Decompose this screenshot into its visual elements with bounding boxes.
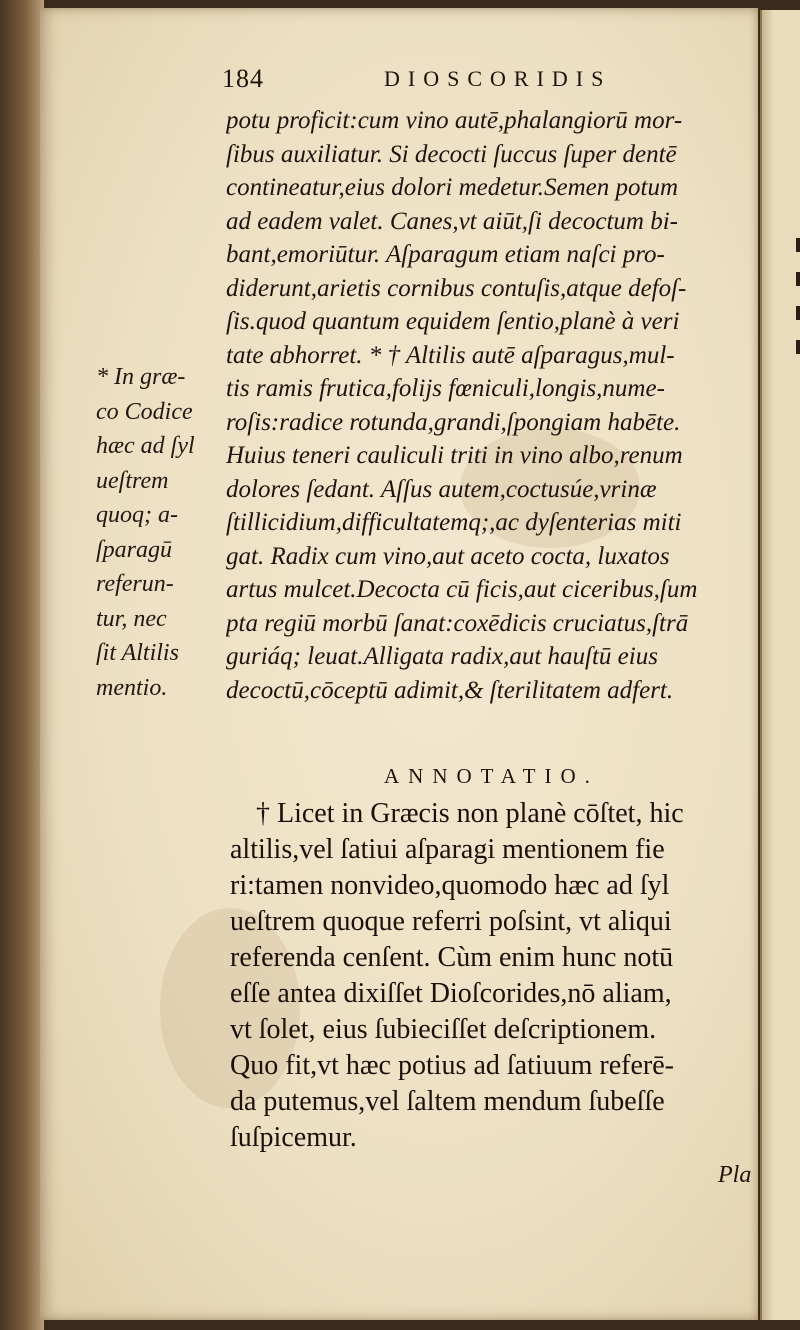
main-text-block [226,104,756,707]
marginal-line: co Codice [96,398,193,425]
text-line: dolores ſedant. Aſſus autem,coctusúe,vrinæ [226,475,657,503]
annotation-line: ri:tamen nonvideo,quomodo hæc ad ſyl [230,870,670,901]
marginal-line: quoq; a- [96,502,178,528]
text-line: tate abhorret. * † Altilis autē aſparagus,mul- [226,341,675,369]
annotation-line: altilis,vel ſatiui aſparagi mentionem fie [230,834,665,865]
marginal-line: ſparagū [96,536,173,563]
text-line: pta regiū morbū ſanat:coxēdicis cruciatus,ſtrā [226,609,689,637]
text-line: potu proficit:cum vino autē,phalangiorū mor- [226,107,683,134]
annotation-line: ueſtrem quoque referri poſsint, vt aliqui [230,906,672,937]
annotation-line: Quo fit,vt hæc potius ad ſatiuum referē- [230,1050,674,1081]
text-line: artus mulcet.Decocta cū ficis,aut ciceribus,ſum [226,576,698,603]
text-line: ſtillicidium,difficultatemq;,ac dyſenterias miti [226,509,682,536]
marginal-line: tur, nec [96,605,167,632]
annotation-block [230,796,755,1156]
annotation-heading: ANNOTATIO. [384,764,599,788]
marginal-line: ſit Altilis [96,640,179,666]
annotation-line: vt ſolet, eius ſubieciſſet deſcriptionem. [230,1014,657,1045]
next-page-edge [760,10,800,1320]
annotation-line: referenda cenſent. Cùm enim hunc notū [230,942,674,973]
show-through-mark [796,340,800,354]
page-header [222,64,762,94]
annotation-line: ſuſpicemur. [230,1122,357,1153]
text-line: Huius teneri cauliculi triti in vino albo,renum [226,442,683,469]
marginal-line: mentio. [96,674,168,701]
running-head: DIOSCORIDIS [384,66,612,91]
book-binding-edge [0,0,44,1330]
show-through-mark [796,272,800,286]
text-line: roſis:radice rotunda,grandi,ſpongiam habēte. [226,408,681,436]
text-line: gat. Radix cum vino,aut aceto cocta, luxatos [226,542,670,570]
annotation-line: eſſe antea dixiſſet Dioſcorides,nō aliam, [230,978,672,1009]
text-line: diderunt,arietis cornibus contuſis,atque defoſ- [226,274,687,302]
show-through-mark [796,306,800,320]
marginal-line: * In græ- [96,364,186,390]
catchword: Pla [718,1162,752,1188]
annotation-line: da putemus,vel ſaltem mendum ſubeſſe [230,1086,665,1117]
text-line: guriáq; leuat.Alligata radix,aut hauſtū eius [226,643,658,670]
text-line: ad eadem valet. Canes,vt aiūt,ſi decoctum bi- [226,207,678,235]
marginal-line: hæc ad ſyl [96,433,195,459]
marginal-line: ueſtrem [96,467,169,494]
text-line: bant,emoriūtur. Aſparagum etiam naſci pro- [226,241,665,268]
text-line: decoctū,cōceptū adimit,& ſterilitatem adfert. [226,676,674,704]
text-line: contineatur,eius dolori medetur.Semen potum [226,174,679,201]
page-number: 184 [222,64,264,93]
text-line: ſis.quod quantum equidem ſentio,planè à veri [226,308,680,335]
marginal-line: referun- [96,571,174,597]
text-line: tis ramis frutica,folijs fœniculi,longis,nume- [226,375,665,402]
annotation-line: † Licet in Græcis non planè cōſtet, hic [256,798,684,829]
show-through-mark [796,238,800,252]
text-line: ſibus auxiliatur. Si decocti ſuccus ſuper dentē [226,140,677,168]
marginal-note [96,360,226,705]
